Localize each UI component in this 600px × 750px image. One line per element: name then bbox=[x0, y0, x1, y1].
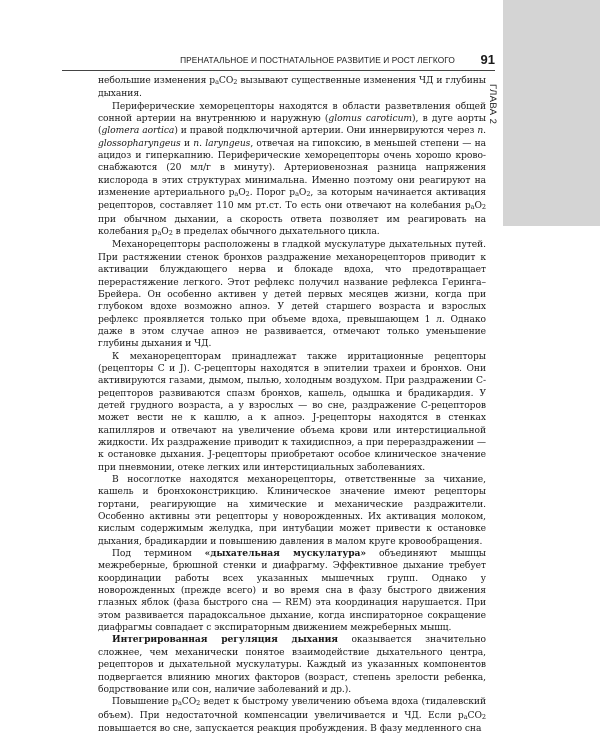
running-title: ПРЕНАТАЛЬНОЕ И ПОСТНАТАЛЬНОЕ РАЗВИТИЕ И РОСТ ЛЕГКОГО bbox=[180, 55, 455, 65]
chapter-side-tab bbox=[503, 0, 600, 226]
paragraph-nasopharynx-receptors: В носоглотке находятся механорецепторы, ответственные за чихание, кашель и бронхоконстрикцию. Клиническое значение имеют рецепторы гортани, реагирующие на химические и механические раздражители. Особенно активны эти рецепторы у новорожденных. Их активация молоком, кислым содержимым желудка, при интубации может привести к остановке дыхания, брадикардии и повышению давления в малом круге кровообращения. bbox=[98, 475, 486, 547]
paragraph-continuation: небольшие изменения paCO2 вызывают существенные изменения ЧД и глубины дыхания. bbox=[98, 76, 486, 100]
paragraph-irritant-receptors: К механорецепторам принадлежат также ирритационные рецепторы (рецепторы C и J). C-рецепторы находятся в эпителии трахеи и бронхов. Они активируются газами, дымом, пылью, холодным воздухом. При раздражении C-рецепторов развиваются спазм бронхов, кашель, одышка и брадикардия. У детей грудного возраста, а у взрослых — во сне, раздражение C-рецепторов может вести не к кашлю, а к апноэ. J-рецепторы находятся в стенках капилляров и отвечают на увеличение объема крови или интерстициальной жидкости. Их раздражение приводит к тахидиспноэ, а при перераздражении — к остановке дыхания. J-рецепторы приобретают особое клиническое значение при пневмонии, отеке легких или интерстициальных заболеваниях. bbox=[98, 351, 486, 473]
chapter-label: ГЛАВА 2 bbox=[487, 84, 498, 125]
page-number: 91 bbox=[480, 52, 495, 67]
header-rule bbox=[62, 70, 495, 71]
page-header bbox=[62, 52, 495, 68]
paragraph-co2-response: Повышение paCO2 ведет к быстрому увеличению объема вдоха (тидалевский объем). При недостаточной компенсации увеличивается и ЧД. Если paCO2 повышается во сне, запускается реакция пробуждения. В фазу медленного сна bbox=[98, 697, 486, 734]
paragraph-integrated-regulation: Интегрированная регуляция дыхания оказывается значительно сложнее, чем механически понятое взаимодействие дыхательного центра, рецепторов и дыхательной мускулатуры. Каждый из указанных компонентов подвергается влиянию многих факторов (возраст, степень зрелости ребенка, бодрствование или сон, наличие заболеваний и др.). bbox=[98, 634, 486, 695]
body-text bbox=[98, 75, 486, 735]
paragraph-respiratory-muscles: Под термином «дыхательная мускулатура» объединяют мышцы межреберные, брюшной стенки и диафрагму. Эффективное дыхание требует координации работы всех указанных мышечных групп. Однако у новорожденных (прежде всего) и во время сна в фазу быстрого движения глазных яблок (фаза быстрого сна — REM) эта координация нарушается. При этом развивается парадоксальное дыхание, когда инспираторное сокращение диафрагмы совпадает с экспираторным движением межреберных мышц. bbox=[98, 548, 486, 634]
paragraph-mechanoreceptors: Механорецепторы расположены в гладкой мускулатуре дыхательных путей. При растяжении стенок бронхов раздражение механорецепторов приводит к активации блуждающего нерва и блокаде вдоха, что предотвращает перерастяжение легкого. Этот рефлекс получил название рефлекса Геринга–Брейера. Он особенно активен у детей первых месяцев жизни, когда при глубоком вдохе возможно апноэ. У детей старшего возраста и взрослых рефлекс проявляется только при объеме вдоха, превышающем 1 л. Однако даже в этом случае апноэ не развивается, отмечают только уменьшение глубины дыхания и ЧД. bbox=[98, 240, 486, 350]
paragraph-peripheral-chemoreceptors: Периферические хеморецепторы находятся в области разветвления общей сонной артерии на внутреннюю и наружную (glomus caroticum), в дуге аорты (glomera aortica) и правой подключичной артерии. Они иннервируются через n. glossopharyngeus и n. laryngeus, отвечая на гипоксию, в меньшей степени — на ацидоз и гиперкапнию. Периферические хеморецепторы очень хорошо кровоснабжаются (20 мл/г в минуту). Артериовенозная разница напряжения кислорода в этих структурах минимальна. Именно поэтому они реагируют на изменение артериального paO2. Порог paO2, за которым начинается активация рецепторов, составляет 110 мм рт.ст. То есть они отвечают на колебания paO2 при обычном дыхании, а скорость ответа позволяет им реагировать на колебания paO2 в пределах обычного дыхательного цикла. bbox=[98, 101, 487, 238]
